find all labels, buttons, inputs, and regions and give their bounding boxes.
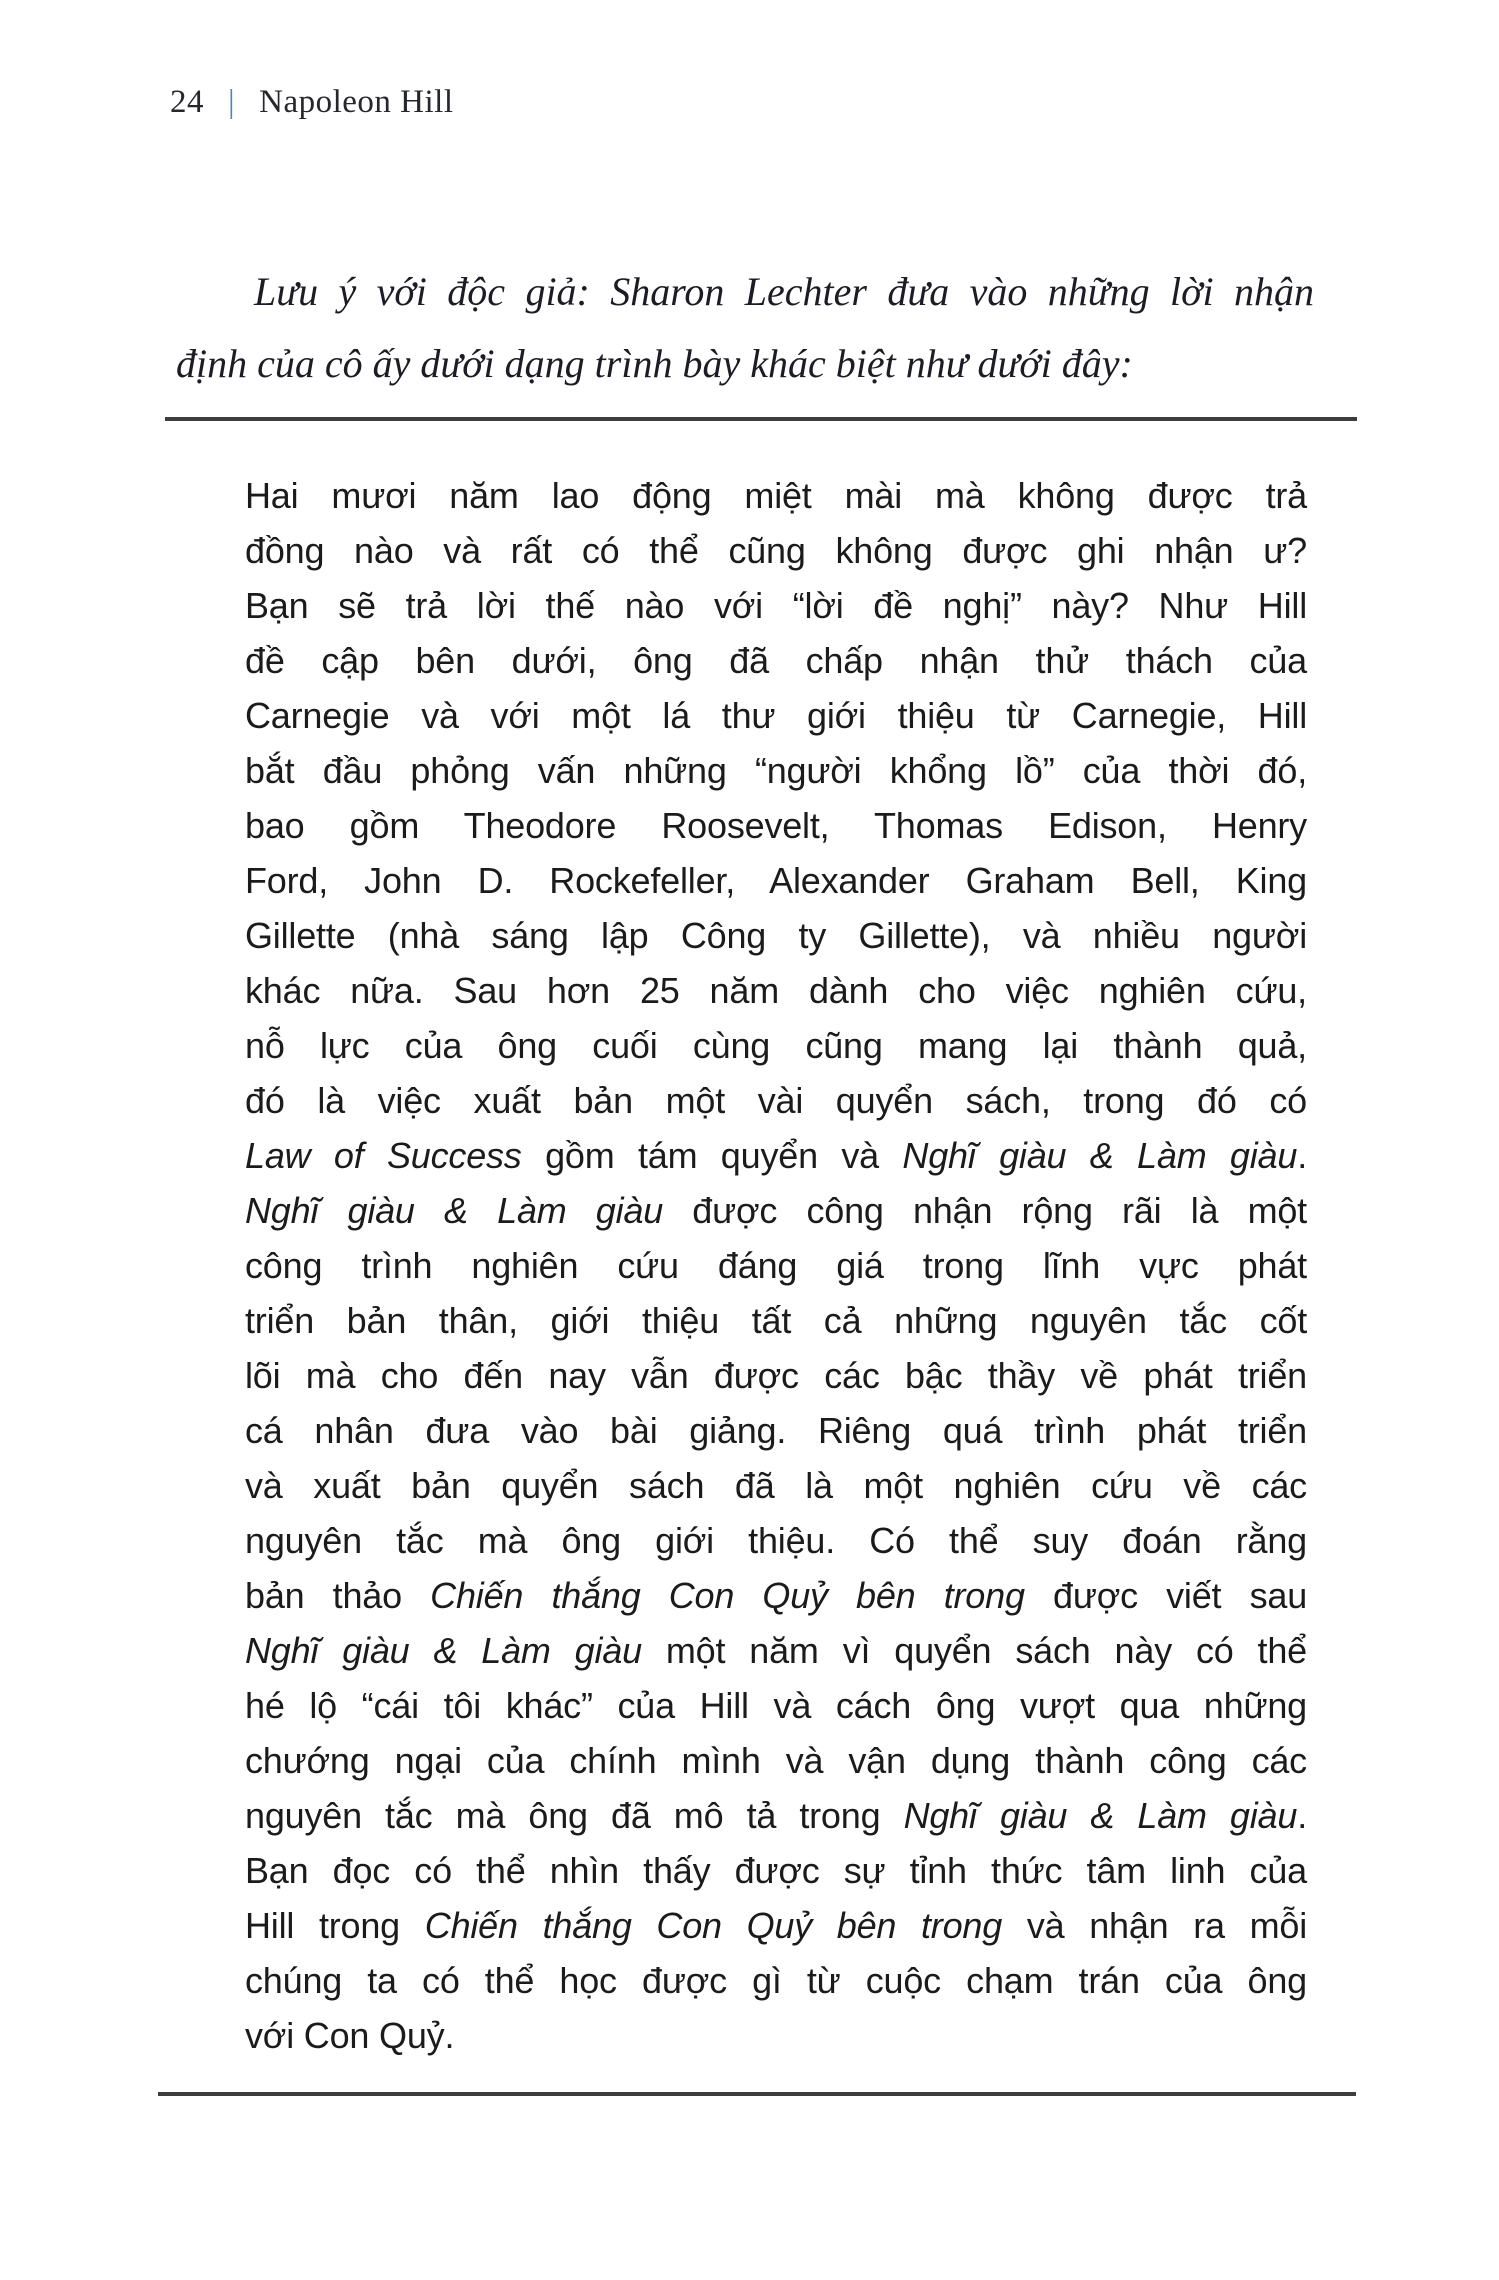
quote-text: và xuất bản quyển sách đã là một nghiên cứu về các: [245, 1465, 1307, 1506]
quote-text: lõi mà cho đến nay vẫn được các bậc thầy về phát triển: [245, 1355, 1307, 1396]
quote-line: [245, 798, 1307, 853]
top-rule: [165, 417, 1357, 421]
quote-text: bao gồm Theodore Roosevelt, Thomas Edison, Henry: [245, 805, 1307, 846]
quote-line: [245, 523, 1307, 578]
quote-text: bắt đầu phỏng vấn những “người khổng lồ” của thời đó,: [245, 750, 1307, 791]
quote-text: hé lộ “cái tôi khác” của Hill và cách ông vượt qua những: [245, 1685, 1307, 1726]
quote-line: [245, 1623, 1307, 1678]
quote-line: [245, 1678, 1307, 1733]
quote-text: Hai mươi năm lao động miệt mài mà không được trả: [245, 475, 1307, 516]
quote-line: [245, 1953, 1307, 2008]
quote-line: [245, 1348, 1307, 1403]
quote-text: một năm vì quyển sách này có thể: [641, 1630, 1308, 1671]
quote-line: [245, 1898, 1307, 1953]
quote-line: [245, 1568, 1307, 1623]
quote-text: chúng ta có thể học được gì từ cuộc chạm trán của ông: [245, 1960, 1307, 2001]
quote-text: Carnegie và với một lá thư giới thiệu từ Carnegie, Hill: [245, 695, 1307, 736]
quote-block: [245, 468, 1307, 2063]
quote-line: [245, 1843, 1307, 1898]
quote-text: chướng ngại của chính mình và vận dụng thành công các: [245, 1740, 1307, 1781]
quote-line: [245, 688, 1307, 743]
book-title-inline: Law of Success: [245, 1135, 522, 1176]
book-title-inline: Nghĩ giàu & Làm giàu: [902, 1135, 1298, 1176]
quote-line: [245, 1458, 1307, 1513]
quote-text: gồm tám quyển và: [521, 1135, 903, 1176]
quote-text: triển bản thân, giới thiệu tất cả những nguyên tắc cốt: [245, 1300, 1307, 1341]
quote-text: đề cập bên dưới, ông đã chấp nhận thử thách của: [245, 640, 1307, 681]
reader-note: [176, 256, 1314, 400]
quote-text: bản thảo: [245, 1575, 431, 1616]
quote-line: [245, 1183, 1307, 1238]
quote-text: cá nhân đưa vào bài giảng. Riêng quá trình phát triển: [245, 1410, 1307, 1451]
book-title-inline: Nghĩ giàu & Làm giàu: [245, 1630, 642, 1671]
quote-line: [245, 468, 1307, 523]
page-number: 24: [170, 84, 204, 120]
quote-line: [245, 1128, 1307, 1183]
quote-text: Bạn sẽ trả lời thế nào với “lời đề nghị” này? Như Hill: [245, 585, 1307, 626]
quote-line: [245, 1733, 1307, 1788]
quote-text: được công nhận rộng rãi là một: [663, 1190, 1307, 1231]
bottom-rule: [158, 2092, 1356, 2096]
quote-text: được viết sau: [1024, 1575, 1308, 1616]
book-title-inline: Chiến thắng Con Quỷ bên trong: [424, 1905, 1003, 1946]
quote-line: [245, 633, 1307, 688]
quote-line: [245, 743, 1307, 798]
quote-line: [245, 2008, 1307, 2063]
reader-note-line: định của cô ấy dưới dạng trình bày khác biệt như dưới đây:: [176, 341, 1133, 386]
quote-text: .: [1297, 1795, 1307, 1836]
book-title-inline: Nghĩ giàu & Làm giàu: [245, 1190, 664, 1231]
book-title-inline: Nghĩ giàu & Làm giàu: [903, 1795, 1298, 1836]
quote-text: đồng nào và rất có thể cũng không được ghi nhận ư?: [245, 530, 1307, 571]
book-title-inline: Chiến thắng Con Quỷ bên trong: [430, 1575, 1025, 1616]
quote-line: [245, 1293, 1307, 1348]
quote-text: Ford, John D. Rockefeller, Alexander Graham Bell, King: [245, 860, 1307, 901]
quote-line: [245, 853, 1307, 908]
quote-text: nỗ lực của ông cuối cùng cũng mang lại thành quả,: [245, 1025, 1307, 1066]
running-head: [170, 84, 454, 121]
quote-line: [245, 1788, 1307, 1843]
quote-text: với Con Quỷ.: [245, 2015, 455, 2056]
quote-text: .: [1297, 1135, 1308, 1176]
quote-text: đó là việc xuất bản một vài quyển sách, trong đó có: [245, 1080, 1307, 1121]
quote-line: [245, 908, 1307, 963]
header-separator: |: [228, 84, 236, 120]
book-title-header: Napoleon Hill: [259, 84, 454, 120]
quote-text: Gillette (nhà sáng lập Công ty Gillette), và nhiều người: [245, 915, 1307, 956]
reader-note-line: Lưu ý với độc giả: Sharon Lechter đưa vào những lời nhận: [254, 269, 1314, 314]
quote-text: công trình nghiên cứu đáng giá trong lĩnh vực phát: [245, 1245, 1307, 1286]
quote-line: [245, 1513, 1307, 1568]
quote-line: [245, 1018, 1307, 1073]
quote-line: [245, 1403, 1307, 1458]
quote-line: [245, 1073, 1307, 1128]
quote-text: nguyên tắc mà ông giới thiệu. Có thể suy đoán rằng: [245, 1520, 1307, 1561]
quote-line: [245, 578, 1307, 633]
quote-text: Bạn đọc có thể nhìn thấy được sự tỉnh thức tâm linh của: [245, 1850, 1307, 1891]
quote-text: nguyên tắc mà ông đã mô tả trong: [245, 1795, 904, 1836]
quote-text: Hill trong: [245, 1905, 425, 1946]
quote-text: khác nữa. Sau hơn 25 năm dành cho việc nghiên cứu,: [245, 970, 1307, 1011]
quote-text: và nhận ra mỗi: [1002, 1905, 1307, 1946]
quote-line: [245, 963, 1307, 1018]
quote-line: [245, 1238, 1307, 1293]
